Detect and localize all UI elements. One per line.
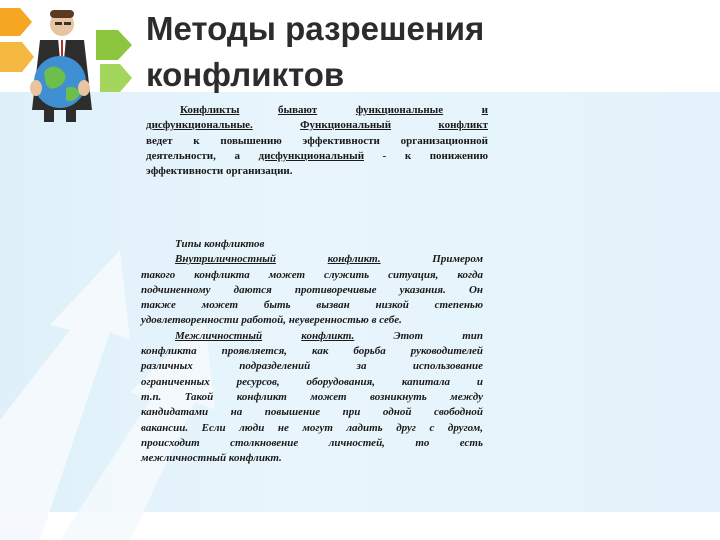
text-word: конфликт [438,119,488,132]
text-line: эффективности организации. [146,165,293,178]
businessman-with-globe-icon [0,0,140,130]
paragraph-conflict-types [141,237,483,466]
term-conflicts: Конфликты [180,104,240,116]
text-line: межличностный конфликт. [141,452,282,465]
paragraph-conflict-types-intro [146,103,488,179]
text-fragment: - к понижению [382,149,489,162]
text-line: т.п. Такой конфликт может возникнуть между [141,390,483,403]
text-line: ведет к повышению эффективности организационной [146,134,488,147]
title-line-1: Методы разрешения [146,10,485,47]
term-conflict: конфликт. [301,329,355,342]
term-conflict: конфликт. [327,253,381,266]
text-word: тип [462,329,484,342]
text-line: такого конфликта может служить ситуация, когда [141,268,483,281]
text-line: удовлетворенности работой, неуверенностью в себе. [141,314,402,327]
text-line [146,149,488,164]
page-title [146,6,706,98]
text-word: Этот [393,329,424,342]
section-heading: Типы конфликтов [175,238,265,250]
text-line: происходит столкновение личностей, то есть [141,436,483,449]
title-line-2: конфликтов [146,56,345,93]
text-line: также может быть вызван низкой степенью [141,299,483,312]
text-fragment: деятельности, а [146,149,240,162]
text-line: различных подразделений за использование [141,360,483,373]
text-line [141,252,483,267]
term-dysfunctional: дисфункциональные. [146,119,253,132]
term-functional: функциональные [355,104,444,116]
text-line: подчиненному даются противоречивые указания. Он [141,283,483,296]
term-intrapersonal: Внутриличностный [175,253,276,266]
text-line: кандидатами на повышение при одной свободной [141,406,483,419]
term-dysfunctional: дисфункциональный [258,149,365,162]
text-word: и [481,104,489,116]
text-line [141,329,483,344]
text-line [146,118,488,133]
term-functional-conflict: Функциональный [300,119,392,132]
term-interpersonal: Межличностный [175,329,263,342]
text-line: ограниченных ресурсов, оборудования, капитала и [141,375,483,388]
text-word: Примером [432,253,484,266]
text-line: вакансии. Если люди не могут ладить друг с другом, [141,421,483,434]
text-line [146,103,488,118]
text-word: бывают [277,104,318,116]
text-line: конфликта проявляется, как борьба руководителей [141,345,483,358]
